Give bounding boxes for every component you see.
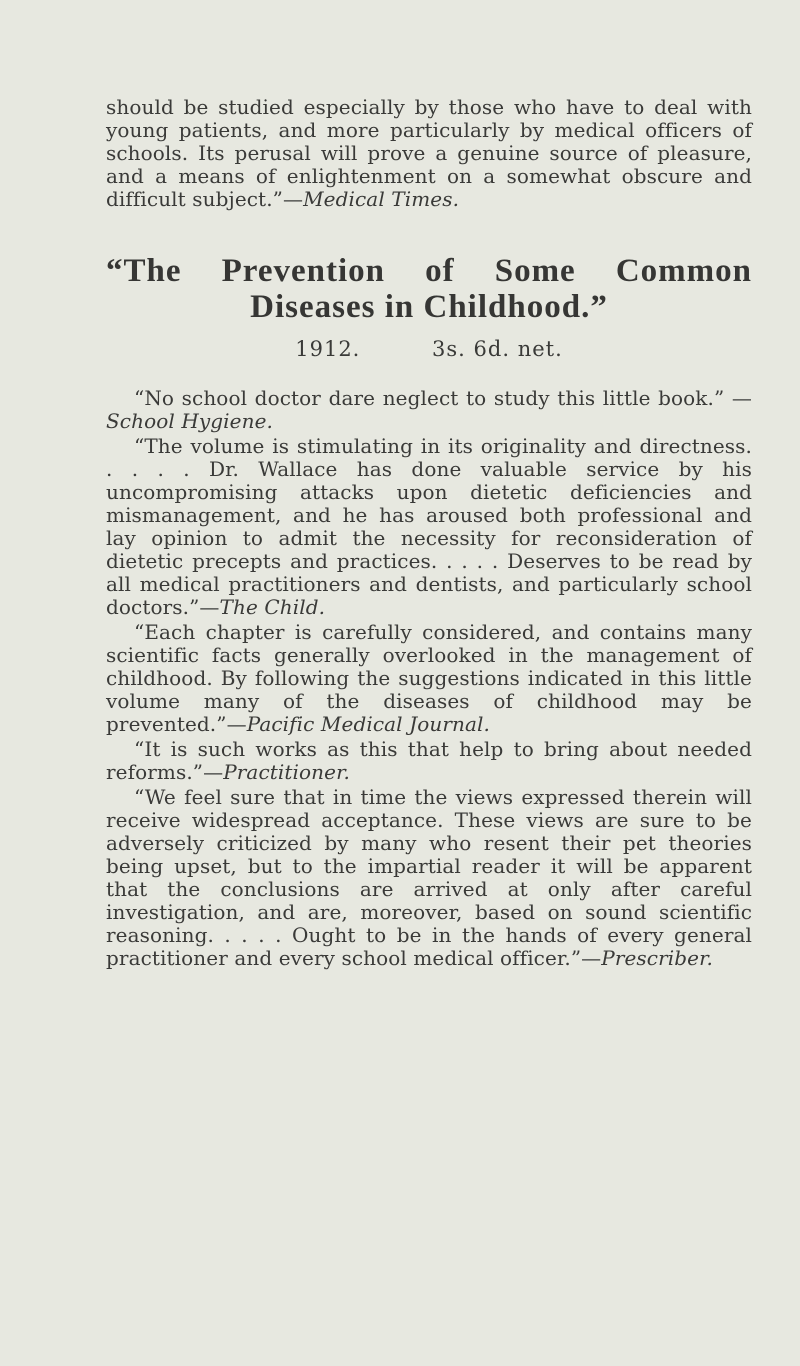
intro-source: Medical Times. [303,187,460,211]
review-pacific-medical-journal [106,621,752,736]
intro-paragraph [106,96,752,211]
book-price: 3s. 6d. net. [432,337,563,361]
review-text: “The volume is stimulating in its originality and directness. . . . . Dr. Wallace has done valuable service by his uncompromising attacks upon dietetic deficiencies and mismanagement, and he has aroused both professional and lay opinion to admit the necessity for reconsideration of dietetic precepts and practices. . . . . Deserves to be read by all medical practitioners and dentists, and particularly school doctors.”— [106,434,752,619]
review-source: The Child. [219,595,326,619]
book-title: “The Prevention of Some Common Diseases in Childhood.” [106,253,752,325]
review-school-hygiene [106,387,752,433]
review-source: School Hygiene. [106,409,273,433]
review-source: Practitioner. [223,760,351,784]
review-source: Pacific Medical Journal. [246,712,490,736]
review-the-child [106,435,752,619]
review-practitioner [106,738,752,784]
review-text: “No school doctor dare neglect to study this little book.” — [134,386,752,410]
publication-year: 1912. [295,337,361,361]
review-source: Prescriber. [601,946,714,970]
review-prescriber [106,786,752,970]
review-text: “We feel sure that in time the views expressed therein will receive widespread acceptance. These views are sure to be adversely criticized by many who resent their pet theories being upset, but to the impartial reader it will be apparent that the conclusions are arrived at only after careful investigation, and are, moreover, based on sound scientific reasoning. . . . . Ought to be in the hands of every general practitioner and every school medical officer.”— [106,785,752,970]
review-text: “Each chapter is carefully considered, and contains many scientific facts generally overlooked in the management of childhood. By following the suggestions indicated in this little volume many of the diseases of childhood may be prevented.”— [106,620,752,736]
intro-text: should be studied especially by those who have to deal with young patients, and more particularly by medical officers of schools. Its perusal will prove a genuine source of pleasure, and a means of enlightenment on a somewhat obscure and difficult subject.”— [106,95,752,211]
price-line [106,337,752,361]
review-text: “It is such works as this that help to bring about needed reforms.”— [106,737,752,784]
